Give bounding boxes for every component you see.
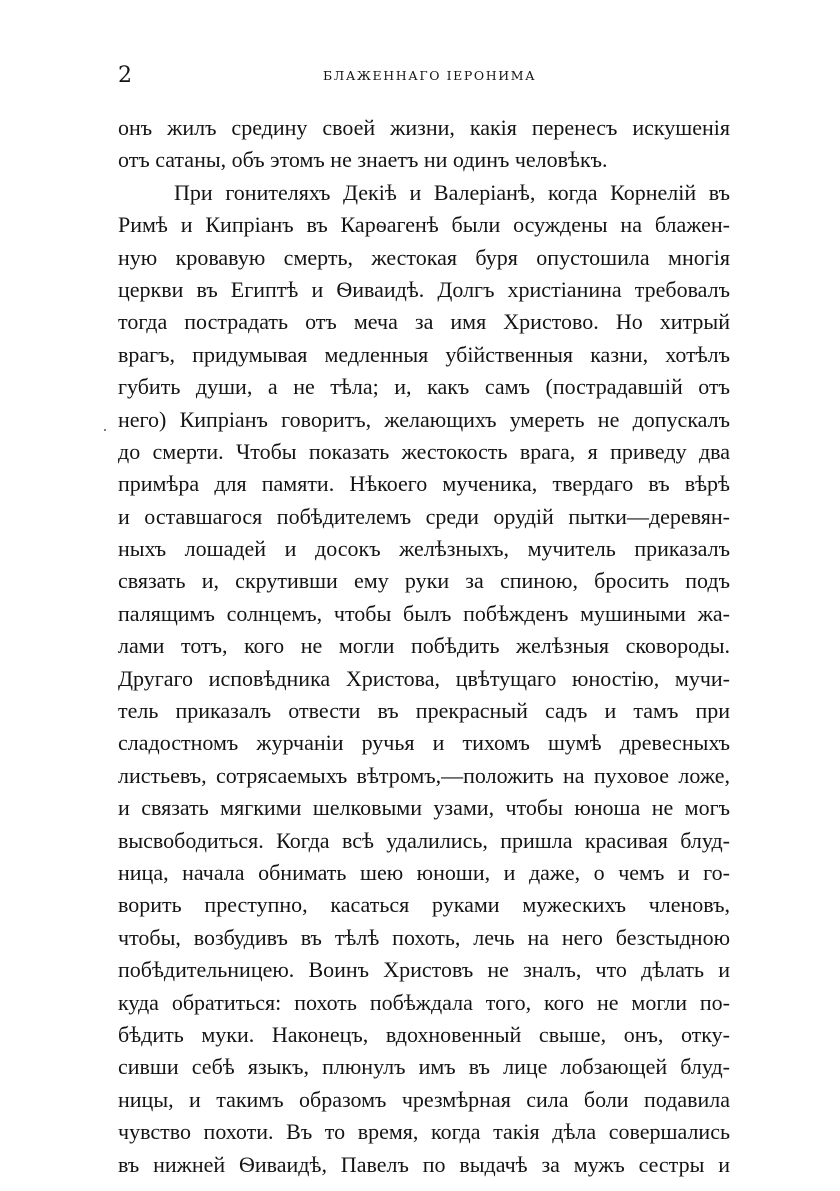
text-line: сладостномъ журчаніи ручья и тихомъ шумѣ древесныхъ	[118, 730, 730, 756]
text-line: ница, начала обнимать шею юноши, и даже, о чемъ и го-	[118, 859, 730, 885]
text-line: въ нижней Ѳиваидѣ, Павелъ по выдачѣ за мужъ сестры и	[118, 1151, 730, 1177]
text-line: и связать мягкими шелковыми узами, чтобы юноша не могъ	[118, 795, 730, 821]
scan-speck	[104, 429, 106, 431]
page-header	[118, 62, 726, 90]
text-line: примѣра для памяти. Нѣкоего мученика, твердаго въ вѣрѣ	[118, 471, 730, 497]
text-line: ворить преступно, касаться руками мужескихъ членовъ,	[118, 892, 730, 918]
text-line: него) Кипріанъ говоритъ, желающихъ умереть не допускалъ	[118, 406, 730, 432]
text-line: сивши себѣ языкъ, плюнулъ имъ въ лице лобзающей блуд-	[118, 1054, 730, 1080]
text-line: и оставшагося побѣдителемъ среди орудій пытки—деревян-	[118, 503, 730, 529]
text-line: листьевъ, сотрясаемыхъ вѣтромъ,—положить на пуховое ложе,	[118, 762, 730, 788]
text-line: онъ жилъ средину своей жизни, какія перенесъ искушенія	[118, 115, 730, 140]
text-line: тель приказалъ отвести въ прекрасный садъ и тамъ при	[118, 698, 730, 724]
text-line: ную кровавую смерть, жестокая буря опустошила многія	[118, 244, 730, 270]
text-line: куда обратиться: похоть побѣждала того, кого не могли по-	[118, 989, 730, 1015]
paragraph-start-line: При гонителяхъ Декіѣ и Валеріанѣ, когда Корнелій въ	[174, 179, 730, 205]
text-line: до смерти. Чтобы показать жестокость врага, я приведу два	[118, 438, 730, 464]
text-line: тогда пострадать отъ меча за имя Христово. Но хитрый	[118, 309, 730, 335]
text-line: губить души, а не тѣла; и, какъ самъ (пострадавшій отъ	[118, 374, 730, 400]
text-line: врагъ, придумывая медленныя убійственныя казни, хотѣлъ	[118, 341, 730, 367]
text-line: Римѣ и Кипріанъ въ Карѳагенѣ были осуждены на блажен-	[118, 212, 730, 238]
body-text	[118, 112, 730, 1181]
text-line: палящимъ солнцемъ, чтобы былъ побѣжденъ мушиными жа-	[118, 600, 730, 626]
text-line: связать и, скрутивши ему руки за спиною, бросить подъ	[118, 568, 730, 594]
page-number: 2	[118, 63, 132, 88]
text-line: церкви въ Египтѣ и Ѳиваидѣ. Долгъ христіанина требовалъ	[118, 276, 730, 302]
text-line: чтобы, возбудивъ въ тѣлѣ похоть, лечь на него безстыдною	[118, 924, 730, 950]
text-line: чувство похоти. Въ то время, когда такія дѣла совершались	[118, 1119, 730, 1145]
text-line: ницы, и такимъ образомъ чрезмѣрная сила боли подавила	[118, 1086, 730, 1112]
text-line: отъ сатаны, объ этомъ не знаетъ ни одинъ человѣкъ.	[118, 147, 608, 173]
running-head: БЛАЖЕННАГО ІЕРОНИМА	[323, 68, 537, 83]
text-line: высвободиться. Когда всѣ удалились, пришла красивая блуд-	[118, 827, 730, 853]
text-line: лами тотъ, кого не могли побѣдить желѣзныя сковороды.	[118, 633, 730, 659]
text-line: ныхъ лошадей и досокъ желѣзныхъ, мучитель приказалъ	[118, 536, 730, 562]
text-line: побѣдительницею. Воинъ Христовъ не зналъ, что дѣлать и	[118, 957, 730, 983]
text-line: Другаго исповѣдника Христова, цвѣтущаго юностію, мучи-	[118, 665, 730, 691]
text-line: бѣдить муки. Наконецъ, вдохновенный свыше, онъ, отку-	[118, 1021, 730, 1047]
